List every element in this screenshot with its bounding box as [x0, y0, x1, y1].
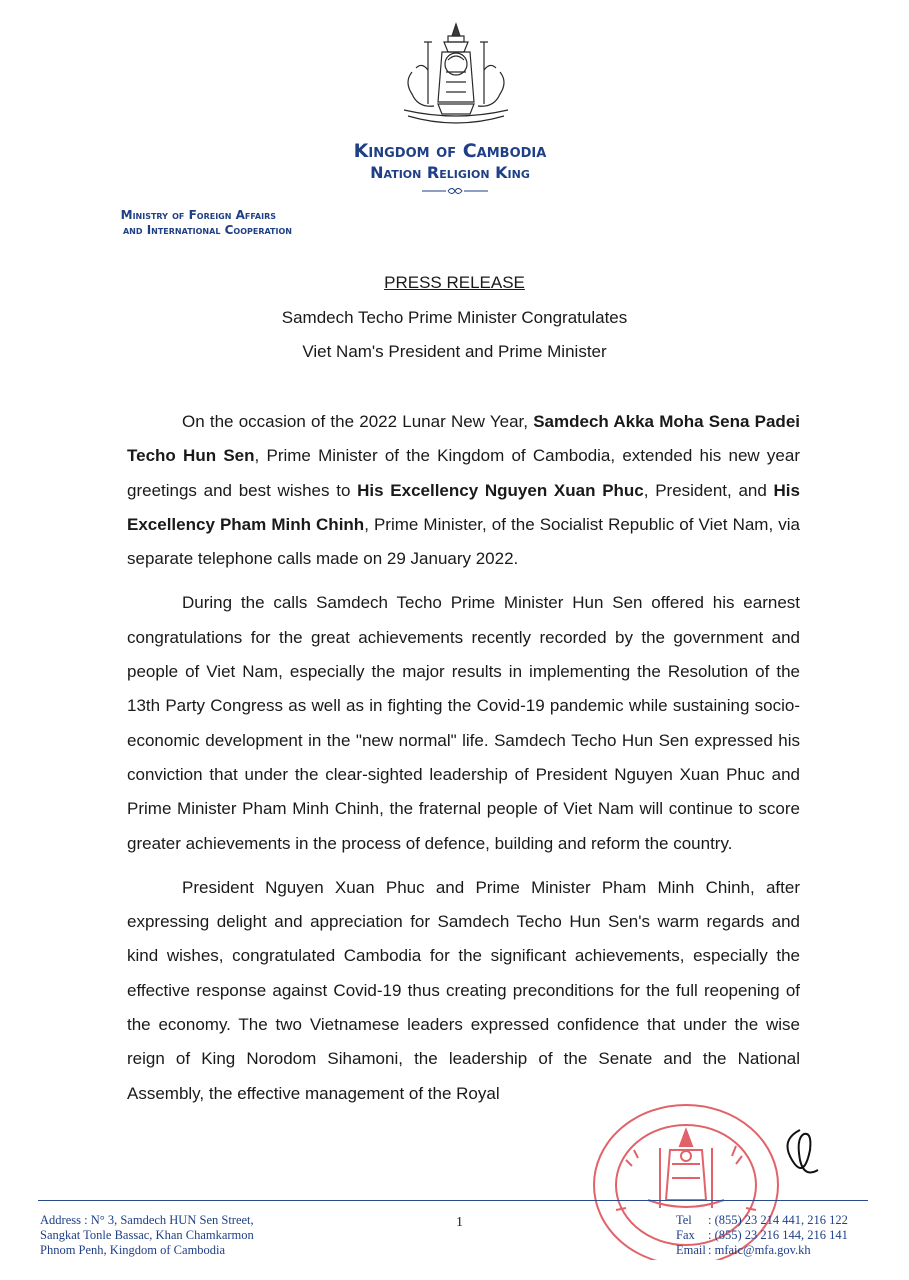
press-release-label: PRESS RELEASE	[384, 273, 525, 292]
ministry-name-line1: Ministry of Foreign Affairs	[120, 208, 276, 222]
address-line: Sangkat Tonle Bassac, Khan Chamkarmon	[40, 1228, 254, 1242]
national-motto: Nation Religion King	[370, 163, 530, 182]
page-number: 1	[456, 1215, 463, 1230]
press-release-body	[127, 405, 800, 1121]
ministry-address	[40, 1213, 254, 1258]
ministry-name-line2: and International Cooperation	[122, 223, 292, 237]
address-line: Address : N° 3, Samdech HUN Sen Street,	[40, 1213, 254, 1227]
contact-info	[676, 1213, 848, 1258]
paragraph-3: President Nguyen Xuan Phuc and Prime Minister Pham Minh Chinh, after expressing delight and appreciation for Samdech Techo Hun Sen's warm regards and kind wishes, congratulated Cambodia for the significant achievements, especially the effective response against Covid-19 thus creating preconditions for the full reopening of the economy. The two Vietnamese leaders expressed confidence that under the wise reign of King Norodom Sihamoni, the leadership of the Senate and the National Assembly, the effective management of the Royal	[127, 877, 800, 1103]
paragraph-1: On the occasion of the 2022 Lunar New Year, Samdech Akka Moha Sena Padei Techo Hun Sen, Prime Minister of the Kingdom of Cambodia, extended his new year greetings and best wishes to His Excellency Nguyen Xuan Phuc, President, and His Excellency Pham Minh Chinh, Prime Minister, of the Socialist Republic of Viet Nam, via separate telephone calls made on 29 January 2022.	[127, 412, 800, 569]
royal-coat-of-arms-emblem	[398, 22, 514, 134]
address-line: Phnom Penh, Kingdom of Cambodia	[40, 1243, 226, 1257]
tel-line: Tel : (855) 23 214 441, 216 122	[676, 1213, 848, 1227]
footer-divider	[38, 1200, 868, 1201]
fax-line: Fax : (855) 23 216 144, 216 141	[676, 1228, 848, 1242]
email-line: Email : mfaic@mfa.gov.kh	[676, 1243, 811, 1257]
headline-line1: Samdech Techo Prime Minister Congratulates	[281, 308, 628, 327]
paragraph-2: During the calls Samdech Techo Prime Minister Hun Sen offered his earnest congratulations for the great achievements recently recorded by the government and people of Viet Nam, especially the major results in implementing the Resolution of the 13th Party Congress as well as in fighting the Covid-19 pandemic while sustaining socio-economic development in the "new normal" life. Samdech Techo Hun Sen expressed his conviction that under the clear-sighted leadership of President Nguyen Xuan Phuc and Prime Minister Pham Minh Chinh, the fraternal people of Viet Nam will continue to score greater achievements in the process of defence, building and reform the country.	[127, 593, 800, 853]
headline-line2: Viet Nam's President and Prime Minister	[302, 342, 607, 361]
handwritten-signature	[770, 1120, 830, 1190]
kingdom-title: Kingdom of Cambodia	[353, 140, 547, 162]
ornamental-divider-icon	[422, 186, 488, 196]
